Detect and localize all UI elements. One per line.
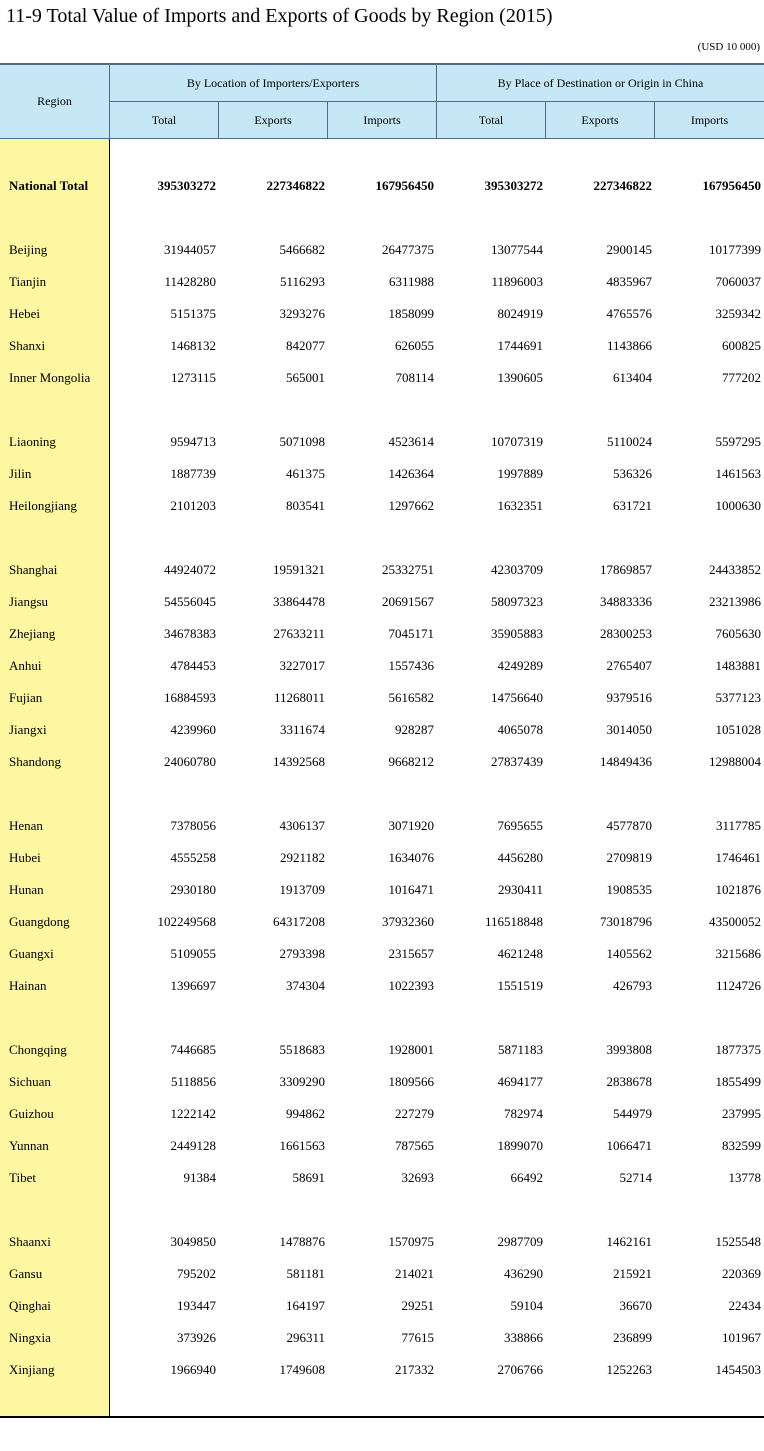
cell-value: 3215686 — [715, 946, 761, 961]
cell-value: 29251 — [401, 1298, 434, 1313]
cell-value: 3117785 — [715, 818, 761, 833]
region-name: Sichuan — [9, 1074, 51, 1089]
cell-value: 3014050 — [606, 722, 652, 737]
table-row — [0, 1322, 764, 1354]
region-name: Guangxi — [9, 946, 54, 961]
unit-label: (USD 10 000) — [697, 41, 760, 53]
cell-value: 782974 — [504, 1106, 543, 1121]
region-name: Jiangsu — [9, 594, 48, 609]
cell-value: 2793398 — [279, 946, 325, 961]
region-name: Qinghai — [9, 1298, 51, 1313]
cell-value: 1661563 — [279, 1138, 325, 1153]
region-name: Xinjiang — [9, 1362, 55, 1377]
cell-value: 25332751 — [382, 562, 434, 577]
cell-value: 20691567 — [382, 594, 434, 609]
cell-value: 1396697 — [170, 978, 216, 993]
table-row — [0, 938, 764, 970]
cell-value: 1051028 — [715, 722, 761, 737]
cell-value: 23213986 — [709, 594, 761, 609]
cell-value: 24060780 — [164, 754, 216, 769]
national-total-row — [0, 170, 764, 202]
region-name: National Total — [9, 178, 89, 193]
cell-value: 4765576 — [606, 306, 652, 321]
region-name: Guangdong — [9, 914, 70, 929]
cell-value: 28300253 — [600, 626, 652, 641]
cell-value: 4835967 — [606, 274, 652, 289]
cell-value: 832599 — [722, 1138, 761, 1153]
cell-value: 13778 — [728, 1170, 761, 1185]
region-name: Heilongjiang — [9, 498, 77, 513]
cell-value: 24433852 — [709, 562, 761, 577]
cell-value: 1744691 — [497, 338, 543, 353]
cell-value: 994862 — [286, 1106, 325, 1121]
cell-value: 19591321 — [273, 562, 325, 577]
cell-value: 33864478 — [273, 594, 325, 609]
cell-value: 5377123 — [715, 690, 761, 705]
cell-value: 1913709 — [279, 882, 325, 897]
cell-value: 373926 — [177, 1330, 216, 1345]
cell-value: 101967 — [722, 1330, 761, 1345]
cell-value: 227346822 — [266, 178, 325, 193]
cell-value: 217332 — [395, 1362, 434, 1377]
cell-value: 32693 — [401, 1170, 434, 1185]
cell-value: 1809566 — [388, 1074, 434, 1089]
cell-value: 11896003 — [491, 274, 543, 289]
table-row — [0, 586, 764, 618]
cell-value: 14849436 — [600, 754, 652, 769]
cell-value: 77615 — [401, 1330, 434, 1345]
cell-value: 1124726 — [715, 978, 761, 993]
cell-value: 26477375 — [382, 242, 434, 257]
cell-value: 3049850 — [170, 1234, 216, 1249]
cell-value: 5151375 — [170, 306, 216, 321]
cell-value: 54556045 — [164, 594, 216, 609]
cell-value: 4239960 — [170, 722, 216, 737]
header-divider — [654, 102, 655, 138]
cell-value: 5118856 — [170, 1074, 216, 1089]
cell-value: 631721 — [613, 498, 652, 513]
cell-value: 35905883 — [491, 626, 543, 641]
cell-value: 4065078 — [497, 722, 543, 737]
cell-value: 7378056 — [170, 818, 216, 833]
cell-value: 1143866 — [606, 338, 652, 353]
cell-value: 581181 — [286, 1266, 325, 1281]
cell-value: 214021 — [395, 1266, 434, 1281]
cell-value: 1997889 — [497, 466, 543, 481]
table-row — [0, 906, 764, 938]
cell-value: 164197 — [286, 1298, 325, 1313]
cell-value: 842077 — [286, 338, 325, 353]
cell-value: 91384 — [183, 1170, 216, 1185]
cell-value: 42303709 — [491, 562, 543, 577]
cell-value: 1634076 — [388, 850, 434, 865]
cell-value: 1746461 — [715, 850, 761, 865]
table-row — [0, 1034, 764, 1066]
table-row — [0, 1130, 764, 1162]
header-col-total-2: Total — [478, 112, 504, 127]
cell-value: 43500052 — [709, 914, 761, 929]
region-name: Beijing — [9, 242, 48, 257]
cell-value: 10707319 — [491, 434, 543, 449]
cell-value: 5518683 — [279, 1042, 325, 1057]
cell-value: 1632351 — [497, 498, 543, 513]
cell-value: 17869857 — [600, 562, 652, 577]
region-name: Inner Mongolia — [9, 370, 91, 385]
header-group-destination: By Place of Destination or Origin in China — [497, 75, 704, 90]
cell-value: 1066471 — [606, 1138, 652, 1153]
table-row — [0, 426, 764, 458]
region-name: Henan — [9, 818, 43, 833]
region-name: Gansu — [9, 1266, 43, 1281]
table-row — [0, 1162, 764, 1194]
cell-value: 1928001 — [388, 1042, 434, 1057]
cell-value: 2930180 — [170, 882, 216, 897]
cell-value: 5597295 — [715, 434, 761, 449]
table-row — [0, 1258, 764, 1290]
cell-value: 13077544 — [491, 242, 543, 257]
cell-value: 1426364 — [388, 466, 434, 481]
cell-value: 236899 — [613, 1330, 652, 1345]
region-name: Shanxi — [9, 338, 46, 353]
cell-value: 1749608 — [279, 1362, 325, 1377]
cell-value: 4577870 — [606, 818, 652, 833]
cell-value: 7060037 — [715, 274, 761, 289]
cell-value: 11268011 — [273, 690, 325, 705]
cell-value: 1483881 — [715, 658, 761, 673]
region-name: Tianjin — [9, 274, 47, 289]
cell-value: 7605630 — [715, 626, 761, 641]
cell-value: 1016471 — [388, 882, 434, 897]
cell-value: 1858099 — [388, 306, 434, 321]
cell-value: 2449128 — [170, 1138, 216, 1153]
region-name: Hainan — [9, 978, 47, 993]
cell-value: 1390605 — [497, 370, 543, 385]
cell-value: 2987709 — [497, 1234, 543, 1249]
region-name: Hubei — [9, 850, 41, 865]
cell-value: 1022393 — [388, 978, 434, 993]
cell-value: 2315657 — [388, 946, 434, 961]
header-col-exports-2: Exports — [581, 112, 619, 127]
cell-value: 5871183 — [497, 1042, 543, 1057]
cell-value: 6311988 — [388, 274, 434, 289]
cell-value: 708114 — [395, 370, 434, 385]
cell-value: 1021876 — [715, 882, 761, 897]
cell-value: 44924072 — [164, 562, 216, 577]
cell-value: 59104 — [510, 1298, 543, 1313]
cell-value: 928287 — [395, 722, 434, 737]
table-row — [0, 1226, 764, 1258]
cell-value: 1478876 — [279, 1234, 325, 1249]
table-row — [0, 874, 764, 906]
cell-value: 338866 — [504, 1330, 543, 1345]
cell-value: 1908535 — [606, 882, 652, 897]
cell-value: 1000630 — [715, 498, 761, 513]
cell-value: 227346822 — [593, 178, 652, 193]
cell-value: 11428280 — [164, 274, 216, 289]
cell-value: 1273115 — [170, 370, 216, 385]
table-row — [0, 810, 764, 842]
cell-value: 3071920 — [388, 818, 434, 833]
cell-value: 1462161 — [606, 1234, 652, 1249]
cell-value: 1557436 — [388, 658, 434, 673]
cell-value: 73018796 — [600, 914, 652, 929]
cell-value: 227279 — [395, 1106, 434, 1121]
cell-value: 5116293 — [279, 274, 325, 289]
table-row — [0, 330, 764, 362]
region-name: Shandong — [9, 754, 61, 769]
cell-value: 4555258 — [170, 850, 216, 865]
cell-value: 116518848 — [484, 914, 543, 929]
page-title: 11-9 Total Value of Imports and Exports of Goods by Region (2015) — [6, 5, 553, 27]
header-divider — [218, 102, 219, 138]
cell-value: 9379516 — [606, 690, 652, 705]
region-name: Shaanxi — [9, 1234, 51, 1249]
cell-value: 64317208 — [273, 914, 325, 929]
cell-value: 787565 — [395, 1138, 434, 1153]
cell-value: 4523614 — [388, 434, 434, 449]
cell-value: 14392568 — [273, 754, 325, 769]
header-col-exports-1: Exports — [254, 112, 292, 127]
cell-value: 3993808 — [606, 1042, 652, 1057]
cell-value: 565001 — [286, 370, 325, 385]
cell-value: 3293276 — [279, 306, 325, 321]
table-header — [0, 65, 764, 138]
region-name: Anhui — [9, 658, 42, 673]
table-row — [0, 1098, 764, 1130]
region-name: Guizhou — [9, 1106, 54, 1121]
cell-value: 2921182 — [279, 850, 325, 865]
header-divider — [545, 102, 546, 138]
region-name: Fujian — [9, 690, 43, 705]
header-divider — [110, 101, 764, 102]
cell-value: 37932360 — [382, 914, 434, 929]
cell-value: 1461563 — [715, 466, 761, 481]
cell-value: 22434 — [728, 1298, 761, 1313]
table-row — [0, 298, 764, 330]
cell-value: 7695655 — [497, 818, 543, 833]
cell-value: 395303272 — [157, 178, 216, 193]
cell-value: 1570975 — [388, 1234, 434, 1249]
cell-value: 2930411 — [497, 882, 543, 897]
cell-value: 613404 — [613, 370, 652, 385]
cell-value: 1966940 — [170, 1362, 216, 1377]
cell-value: 3311674 — [279, 722, 325, 737]
cell-value: 12988004 — [709, 754, 761, 769]
region-name: Hunan — [9, 882, 44, 897]
header-region: Region — [37, 94, 72, 108]
cell-value: 34883336 — [600, 594, 652, 609]
cell-value: 220369 — [722, 1266, 761, 1281]
region-name: Jilin — [9, 466, 32, 481]
cell-value: 2838678 — [606, 1074, 652, 1089]
cell-value: 4456280 — [497, 850, 543, 865]
cell-value: 7045171 — [388, 626, 434, 641]
cell-value: 1222142 — [170, 1106, 216, 1121]
cell-value: 66492 — [510, 1170, 543, 1185]
cell-value: 2900145 — [606, 242, 652, 257]
table-row — [0, 490, 764, 522]
cell-value: 167956450 — [375, 178, 434, 193]
table-row — [0, 1290, 764, 1322]
cell-value: 1468132 — [170, 338, 216, 353]
table-row — [0, 458, 764, 490]
header-group-location: By Location of Importers/Exporters — [186, 75, 360, 90]
cell-value: 8024919 — [497, 306, 543, 321]
cell-value: 1855499 — [715, 1074, 761, 1089]
table-row — [0, 714, 764, 746]
cell-value: 795202 — [177, 1266, 216, 1281]
cell-value: 5466682 — [279, 242, 325, 257]
cell-value: 9668212 — [388, 754, 434, 769]
cell-value: 14756640 — [491, 690, 543, 705]
cell-value: 1297662 — [388, 498, 434, 513]
cell-value: 102249568 — [157, 914, 216, 929]
cell-value: 777202 — [722, 370, 761, 385]
cell-value: 1454503 — [715, 1362, 761, 1377]
table-row — [0, 1354, 764, 1386]
table-row — [0, 746, 764, 778]
header-col-total-1: Total — [151, 112, 177, 127]
region-name: Yunnan — [9, 1138, 49, 1153]
cell-value: 9594713 — [170, 434, 216, 449]
cell-value: 4694177 — [497, 1074, 543, 1089]
cell-value: 27837439 — [491, 754, 543, 769]
cell-value: 58097323 — [491, 594, 543, 609]
table-row — [0, 618, 764, 650]
table-row — [0, 554, 764, 586]
cell-value: 1877375 — [715, 1042, 761, 1057]
cell-value: 426793 — [613, 978, 652, 993]
table-row — [0, 970, 764, 1002]
cell-value: 3309290 — [279, 1074, 325, 1089]
cell-value: 2765407 — [606, 658, 652, 673]
region-name: Tibet — [9, 1170, 36, 1185]
cell-value: 1551519 — [497, 978, 543, 993]
table-row — [0, 682, 764, 714]
region-name: Zhejiang — [9, 626, 56, 641]
cell-value: 2709819 — [606, 850, 652, 865]
cell-value: 58691 — [292, 1170, 325, 1185]
cell-value: 215921 — [613, 1266, 652, 1281]
cell-value: 296311 — [286, 1330, 325, 1345]
cell-value: 461375 — [286, 466, 325, 481]
cell-value: 7446685 — [170, 1042, 216, 1057]
cell-value: 1887739 — [170, 466, 216, 481]
cell-value: 4621248 — [497, 946, 543, 961]
cell-value: 237995 — [722, 1106, 761, 1121]
table-row — [0, 266, 764, 298]
header-divider — [327, 102, 328, 138]
cell-value: 544979 — [613, 1106, 652, 1121]
cell-value: 374304 — [286, 978, 325, 993]
cell-value: 16884593 — [164, 690, 216, 705]
cell-value: 600825 — [722, 338, 761, 353]
region-name: Hebei — [9, 306, 41, 321]
cell-value: 1525548 — [715, 1234, 761, 1249]
header-col-imports-2: Imports — [690, 112, 729, 127]
cell-value: 1405562 — [606, 946, 652, 961]
cell-value: 5071098 — [279, 434, 325, 449]
cell-value: 31944057 — [164, 242, 216, 257]
cell-value: 5109055 — [170, 946, 216, 961]
cell-value: 5110024 — [606, 434, 652, 449]
cell-value: 2706766 — [497, 1362, 543, 1377]
table-row — [0, 1066, 764, 1098]
cell-value: 5616582 — [388, 690, 434, 705]
cell-value: 1899070 — [497, 1138, 543, 1153]
cell-value: 436290 — [504, 1266, 543, 1281]
cell-value: 4784453 — [170, 658, 216, 673]
region-name: Shanghai — [9, 562, 58, 577]
region-name: Liaoning — [9, 434, 56, 449]
cell-value: 4306137 — [279, 818, 325, 833]
table-bottom-rule — [0, 1416, 764, 1418]
table-row — [0, 362, 764, 394]
cell-value: 626055 — [395, 338, 434, 353]
cell-value: 395303272 — [484, 178, 543, 193]
header-bottom-rule — [0, 138, 764, 139]
region-name: Jiangxi — [9, 722, 47, 737]
region-name: Ningxia — [9, 1330, 51, 1345]
cell-value: 536326 — [613, 466, 652, 481]
cell-value: 1252263 — [606, 1362, 652, 1377]
region-name: Chongqing — [9, 1042, 67, 1057]
cell-value: 52714 — [619, 1170, 652, 1185]
cell-value: 193447 — [177, 1298, 216, 1313]
table-row — [0, 842, 764, 874]
cell-value: 34678383 — [164, 626, 216, 641]
cell-value: 2101203 — [170, 498, 216, 513]
cell-value: 3259342 — [715, 306, 761, 321]
cell-value: 3227017 — [279, 658, 325, 673]
table-row — [0, 234, 764, 266]
cell-value: 4249289 — [497, 658, 543, 673]
table-row — [0, 650, 764, 682]
cell-value: 803541 — [286, 498, 325, 513]
cell-value: 10177399 — [709, 242, 761, 257]
cell-value: 36670 — [619, 1298, 652, 1313]
cell-value: 167956450 — [702, 178, 761, 193]
header-col-imports-1: Imports — [363, 112, 401, 127]
cell-value: 27633211 — [273, 626, 325, 641]
